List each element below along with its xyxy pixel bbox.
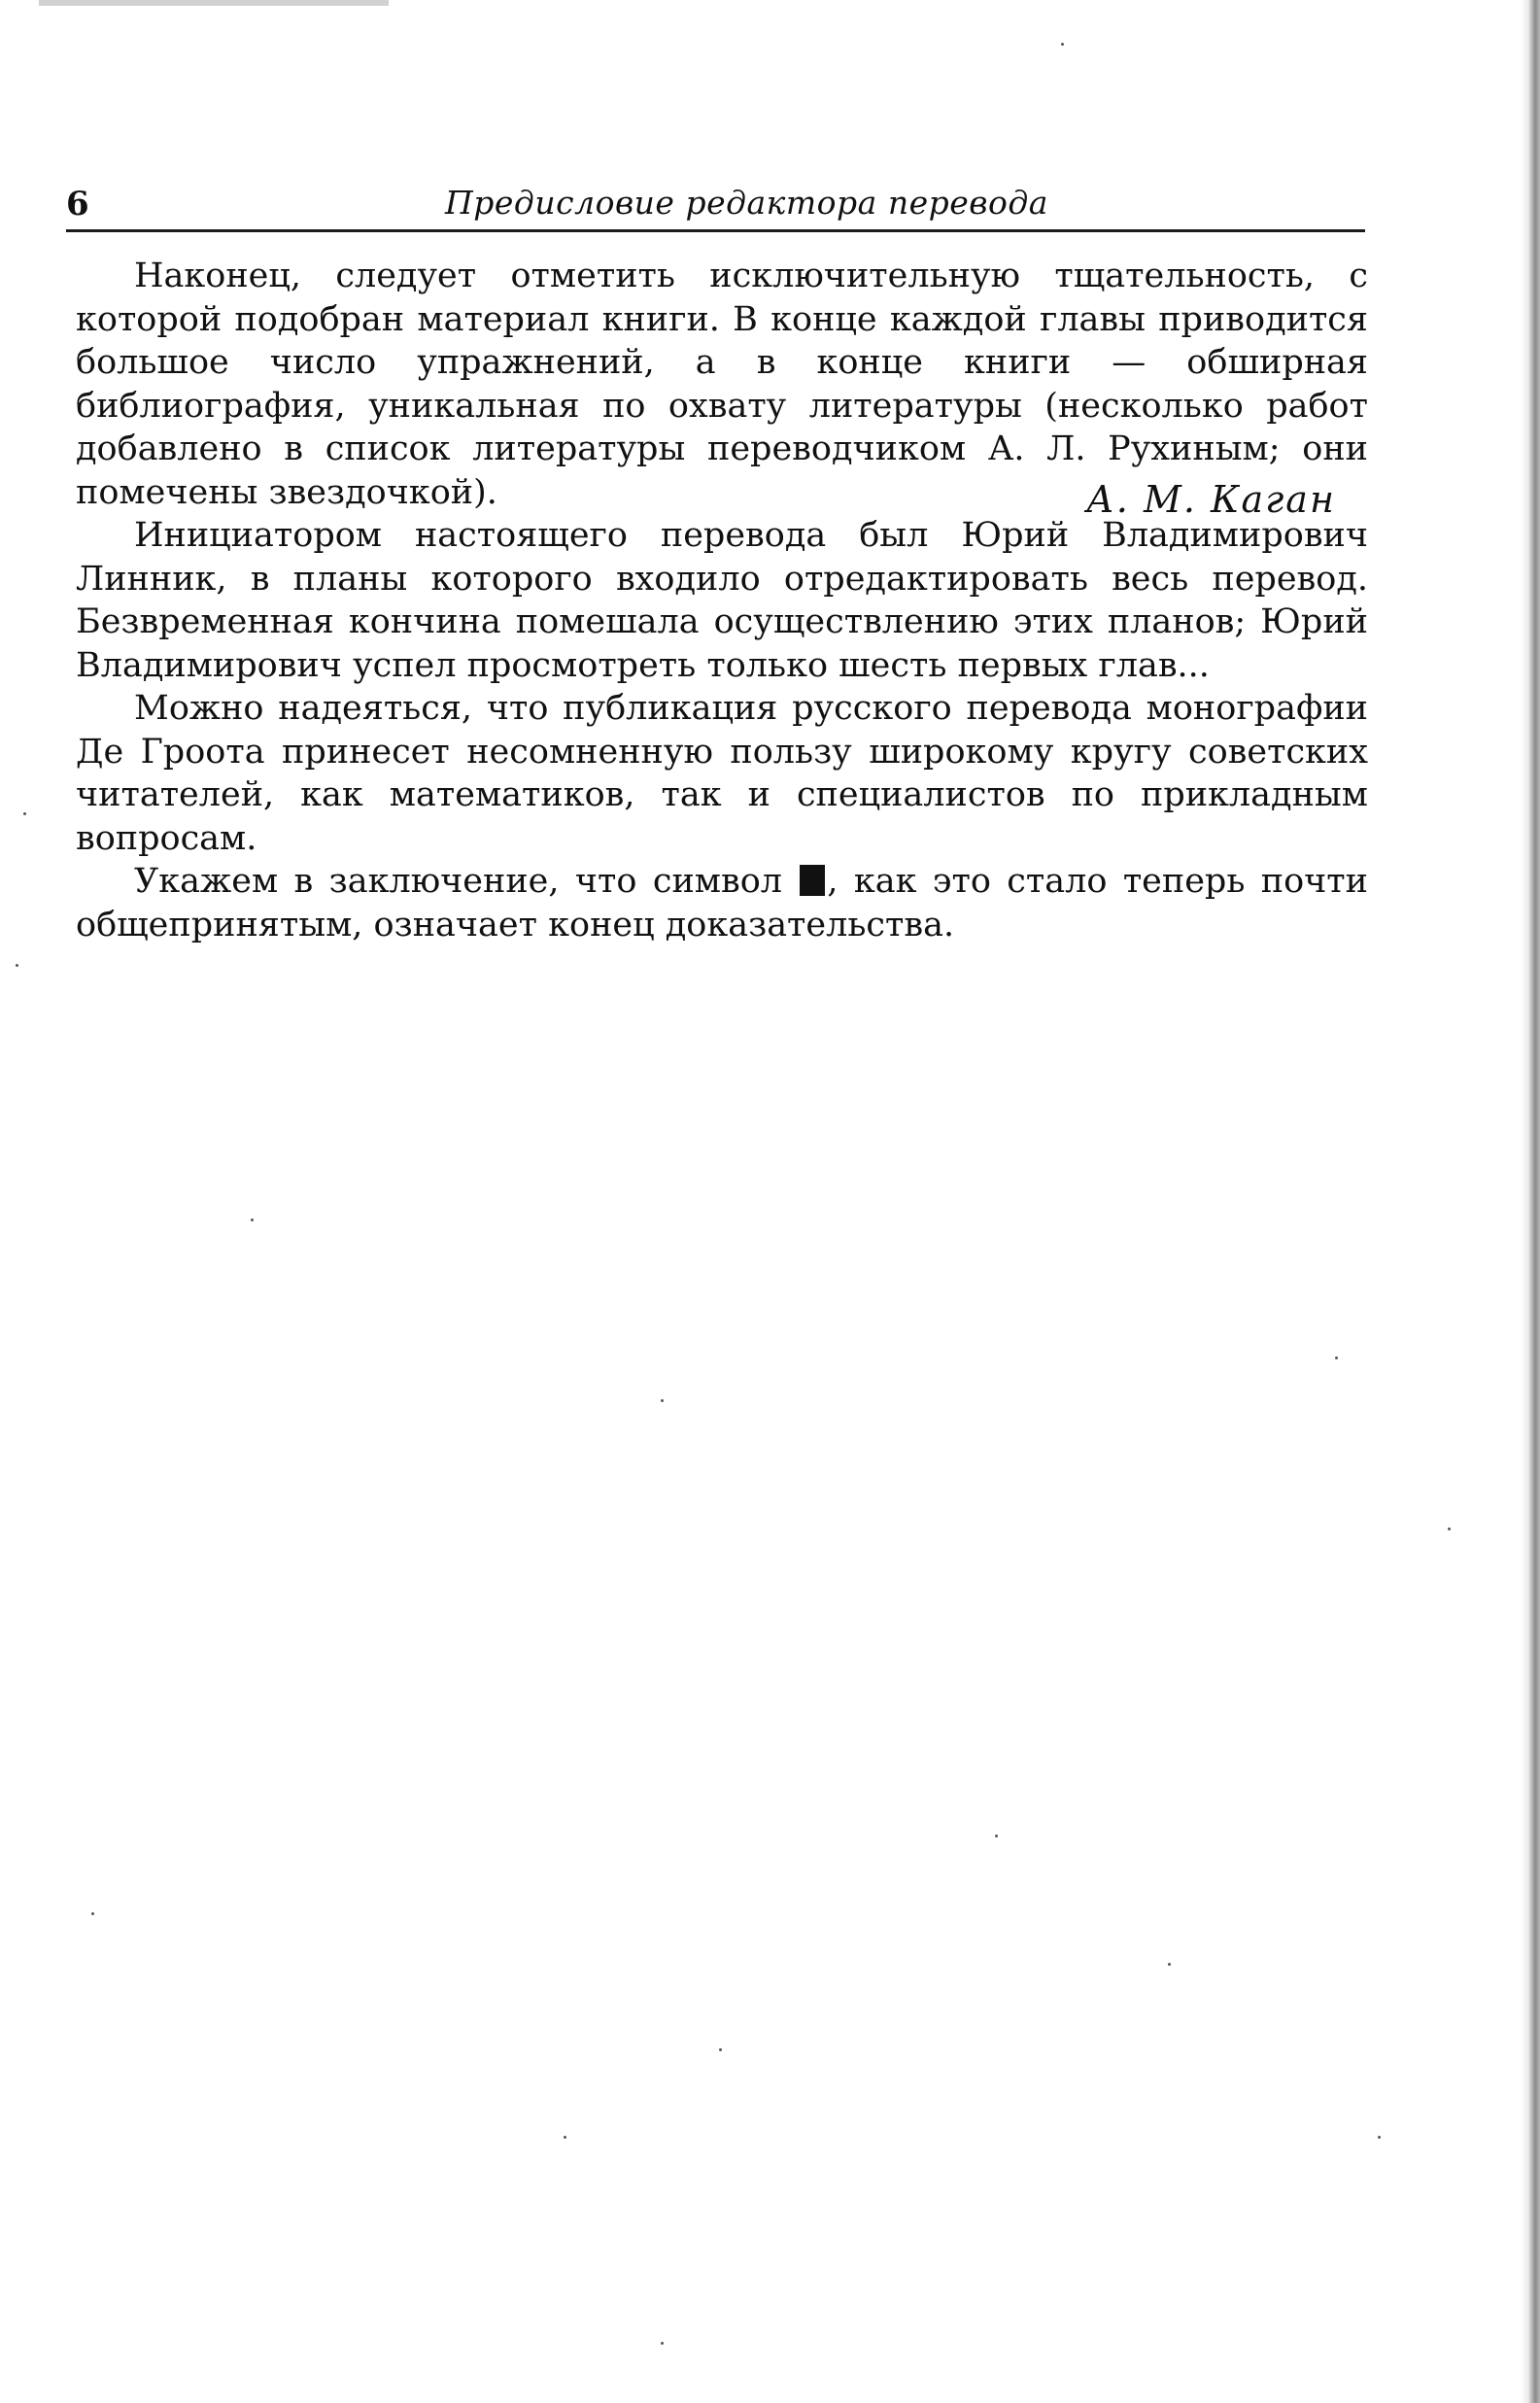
page-header (66, 171, 1365, 232)
paragraph-4-start: Укажем в заключение, что символ (134, 862, 799, 901)
scan-speck (995, 1835, 998, 1837)
scan-speck (661, 1399, 664, 1402)
scan-speck (16, 964, 18, 967)
scan-speck (1335, 1356, 1338, 1359)
scan-speck (1378, 2136, 1381, 2139)
page-number: 6 (66, 185, 89, 223)
scan-speck (1448, 1528, 1451, 1530)
preface-body (76, 255, 1368, 946)
scan-speck (91, 1912, 94, 1915)
scan-speck (1061, 43, 1064, 46)
paragraph-4-end: , как это стало теперь почти общепринятым, означает конец доказательства. (76, 862, 1368, 944)
scan-speck (719, 2048, 722, 2051)
paragraph-1: Наконец, следует отметить исключительную тщательность, с которой подобран материал книги. В конце каждой главы приводится большое число упражнений, а в конце книги — обширная библиография, уникальная по охвату литературы (несколько работ добавлено в список литературы переводчиком А. Л. Рухиным; они помечены звездочкой). (76, 257, 1368, 512)
scan-speck (23, 812, 26, 815)
signature: А. М. Каган (1086, 478, 1336, 521)
paragraph-3: Можно надеяться, что публикация русского перевода монографии Де Гроота принесет несомненную пользу широкому кругу советских читателей, как математиков, так и специалистов по прикладным вопросам. (76, 689, 1368, 858)
scan-speck (251, 1219, 254, 1221)
paragraph-4 (76, 860, 1368, 946)
qed-square-icon (800, 865, 825, 896)
scan-smudge (39, 0, 389, 6)
scan-speck (1168, 1963, 1171, 1966)
scan-speck (564, 2136, 566, 2139)
running-title: Предисловие редактора перевода (445, 184, 1048, 222)
paragraph-2: Инициатором настоящего перевода был Юрий Владимирович Линник, в планы которого входило отредактировать весь перевод. Безвременная кончина помешала осуществлению этих планов; Юрий Владимирович успел просмотреть только шесть первых глав... (76, 516, 1368, 685)
scan-edge-shadow (1521, 0, 1540, 2403)
scan-speck (661, 2342, 664, 2345)
